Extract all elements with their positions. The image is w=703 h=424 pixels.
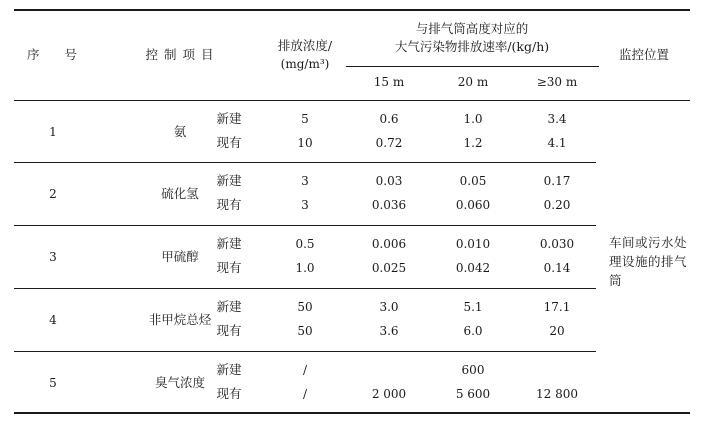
row-concentration: 1.0 — [295, 261, 315, 275]
row-separator — [14, 288, 596, 289]
row-rate-30m: 12 800 — [536, 387, 578, 401]
header-bottom-rule — [14, 100, 690, 101]
row-type: 现有 — [216, 323, 242, 338]
row-rate-15m: 0.006 — [371, 237, 407, 251]
header-height-30: ≥30 m — [536, 75, 578, 89]
row-number: 1 — [49, 125, 57, 139]
row-rate-20m: 1.2 — [463, 136, 483, 150]
row-type: 新建 — [216, 236, 242, 251]
header-item: 控 制 项 目 — [145, 47, 215, 62]
row-type: 现有 — [216, 135, 242, 150]
row-separator — [14, 351, 596, 352]
row-rate-30m: 0.17 — [543, 174, 571, 188]
row-rate-20m: 600 — [461, 363, 485, 377]
row-concentration: / — [302, 363, 308, 377]
header-monitor: 监控位置 — [618, 47, 670, 62]
row-concentration: 5 — [301, 112, 309, 126]
row-item: 氨 — [173, 124, 187, 139]
row-rate-15m: 0.036 — [371, 198, 407, 212]
row-item: 硫化氢 — [161, 186, 199, 201]
row-rate-20m: 6.0 — [463, 324, 483, 338]
row-rate-15m: 2 000 — [371, 387, 407, 401]
row-rate-20m: 1.0 — [463, 112, 483, 126]
row-rate-20m: 0.05 — [459, 174, 487, 188]
row-number: 4 — [49, 313, 57, 327]
header-concentration-line2: (mg/m³) — [280, 57, 330, 71]
bottom-rule — [14, 412, 690, 414]
row-rate-30m: 20 — [549, 324, 565, 338]
row-concentration: 50 — [297, 324, 313, 338]
header-height-20: 20 m — [457, 75, 489, 89]
row-concentration: 0.5 — [295, 237, 315, 251]
row-rate-30m: 0.030 — [539, 237, 575, 251]
row-type: 现有 — [216, 260, 242, 275]
row-rate-30m: 0.14 — [543, 261, 571, 275]
row-concentration: / — [302, 387, 308, 401]
row-rate-30m: 17.1 — [543, 300, 571, 314]
row-type: 现有 — [216, 386, 242, 401]
row-rate-15m: 0.72 — [375, 136, 403, 150]
row-concentration: 3 — [301, 198, 309, 212]
header-height-15: 15 m — [373, 75, 405, 89]
row-rate-20m: 5.1 — [463, 300, 483, 314]
row-item: 甲硫醇 — [161, 249, 199, 264]
row-concentration: 3 — [301, 174, 309, 188]
row-number: 5 — [49, 376, 57, 390]
row-rate-20m: 0.010 — [455, 237, 491, 251]
row-rate-30m: 0.20 — [543, 198, 571, 212]
row-separator — [14, 225, 596, 226]
row-rate-30m: 4.1 — [547, 136, 567, 150]
header-rate-line1: 与排气筒高度对应的 — [415, 21, 529, 36]
row-rate-15m: 0.03 — [375, 174, 403, 188]
row-separator — [14, 162, 596, 163]
header-rate-line2: 大气污染物排放速率/(kg/h) — [394, 39, 550, 54]
row-rate-15m: 0.025 — [371, 261, 407, 275]
row-number: 2 — [49, 187, 57, 201]
row-number: 3 — [49, 250, 57, 264]
row-rate-20m: 0.042 — [455, 261, 491, 275]
row-type: 新建 — [216, 299, 242, 314]
top-rule — [14, 9, 690, 11]
row-rate-15m: 3.0 — [379, 300, 399, 314]
row-concentration: 50 — [297, 300, 313, 314]
row-rate-20m: 0.060 — [455, 198, 491, 212]
header-seq: 序 号 — [26, 47, 78, 62]
row-type: 新建 — [216, 173, 242, 188]
row-type: 新建 — [216, 111, 242, 126]
row-type: 现有 — [216, 197, 242, 212]
monitor-location: 车间或污水处理设施的排气筒 — [609, 235, 688, 288]
subheader-rule — [346, 66, 599, 67]
row-rate-20m: 5 600 — [455, 387, 491, 401]
row-concentration: 10 — [297, 136, 313, 150]
row-item: 臭气浓度 — [154, 375, 206, 390]
row-rate-15m: 3.6 — [379, 324, 399, 338]
row-item: 非甲烷总烃 — [148, 312, 212, 327]
row-rate-15m: 0.6 — [379, 112, 399, 126]
row-rate-30m: 3.4 — [547, 112, 567, 126]
header-concentration-line1: 排放浓度/ — [277, 38, 333, 53]
row-type: 新建 — [216, 362, 242, 377]
